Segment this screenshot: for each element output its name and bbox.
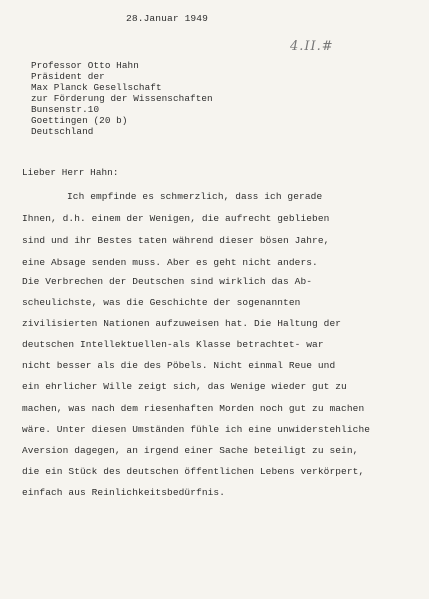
address-line: Max Planck Gesellschaft [31,82,162,93]
body-line: Die Verbrechen der Deutschen sind wirklich das Ab- [22,276,313,287]
body-line: eine Absage senden muss. Aber es geht nicht anders. [22,257,318,268]
body-line: Ihnen, d.h. einem der Wenigen, die aufrecht geblieben [22,213,330,224]
address-line: zur Förderung der Wissenschaften [31,93,213,104]
body-line: zivilisierten Nationen aufzuweisen hat. Die Haltung der [22,318,342,329]
address-line: Bunsenstr.10 [31,104,100,115]
letter-date: 28.Januar 1949 [126,13,209,24]
body-line: scheulichste, was die Geschichte der sogenannten [22,297,301,308]
body-line: einfach aus Reinlichkeitsbedürfnis. [22,487,226,498]
salutation: Lieber Herr Hahn: [22,167,119,178]
body-line: Aversion dagegen, an irgend einer Sache beteiligt zu sein, [22,445,359,456]
body-line: deutschen Intellektuellen-als Klasse betrachtet- war [22,339,324,350]
address-line: Goettingen (20 b) [31,115,128,126]
handwritten-note: 4.II.# [290,39,334,54]
body-line: machen, was nach dem riesenhaften Morden noch gut zu machen [22,403,365,414]
address-line: Professor Otto Hahn [31,60,139,71]
body-line: die ein Stück des deutschen öffentlichen Lebens verkörpert, [22,466,365,477]
body-line: sind und ihr Bestes taten während dieser bösen Jahre, [22,235,330,246]
body-line: ein ehrlicher Wille zeigt sich, das Wenige wieder gut zu [22,381,347,392]
address-line: Deutschland [31,126,94,137]
body-line: wäre. Unter diesen Umständen fühle ich eine unwiderstehliche [22,424,371,435]
body-line: Ich empfinde es schmerzlich, dass ich gerade [67,191,323,202]
address-line: Präsident der [31,71,105,82]
body-line: nicht besser als die des Pöbels. Nicht einmal Reue und [22,360,336,371]
